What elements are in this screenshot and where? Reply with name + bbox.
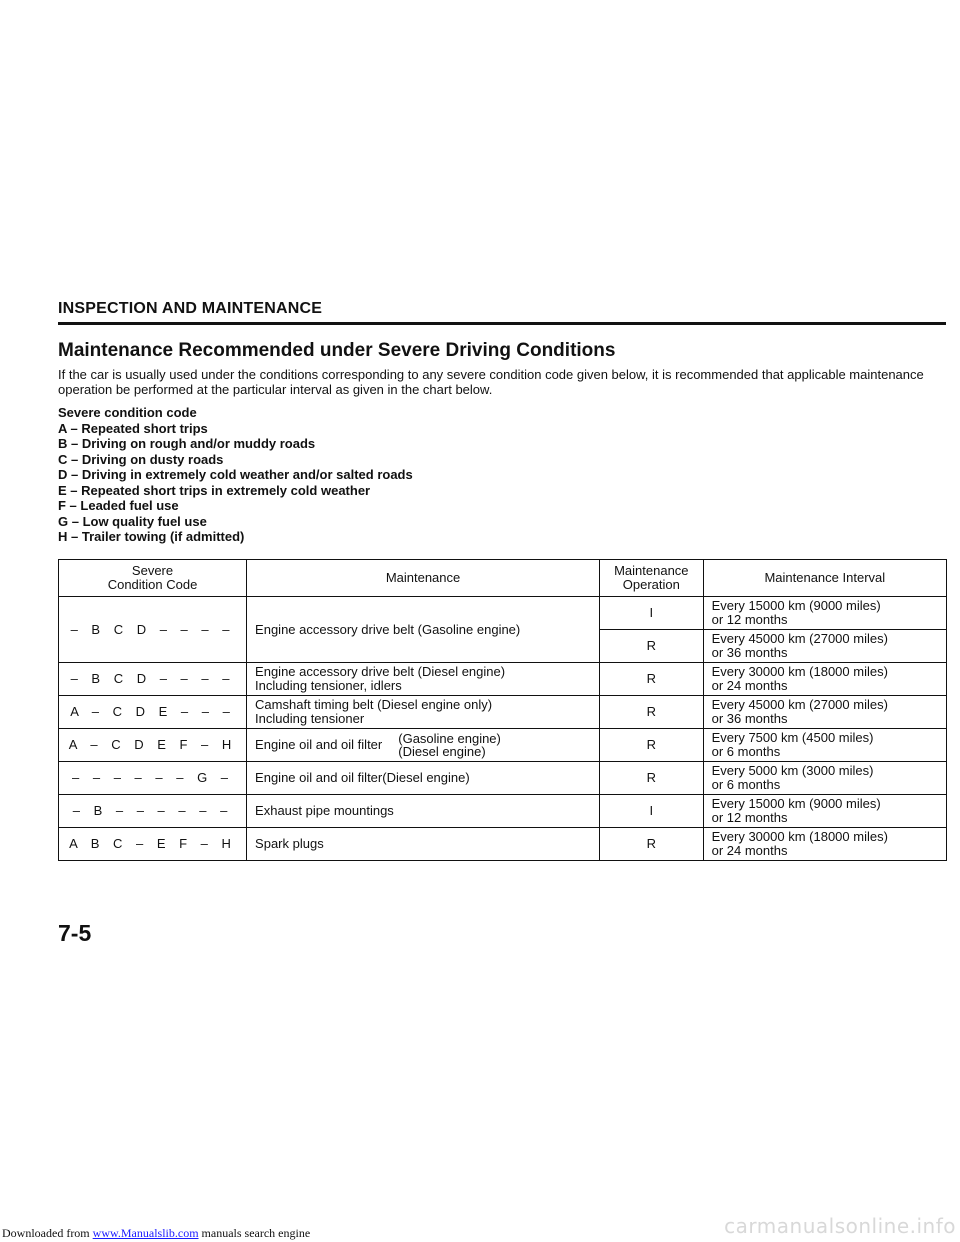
row-condition-code: A – C D E – – –: [59, 696, 247, 729]
row-operation: R: [600, 696, 704, 729]
code-item: B – Driving on rough and/or muddy roads: [58, 436, 316, 451]
table-row: [59, 663, 947, 696]
row-operation: R: [600, 762, 704, 795]
header-condition-code: Severe Condition Code: [59, 560, 247, 597]
row-interval: Every 30000 km (18000 miles) or 24 months: [703, 663, 946, 696]
row-condition-code: – B C D – – – –: [59, 597, 247, 663]
row-maintenance: Engine oil and oil filter(Diesel engine): [247, 762, 600, 795]
code-item: A – Repeated short trips: [58, 420, 208, 436]
manualslib-link[interactable]: www.Manualslib.com: [92, 1226, 199, 1240]
row-maintenance: Engine oil and oil filter (Gasoline engine) (Diesel engine): [247, 729, 600, 762]
intro-paragraph: If the car is usually used under the conditions corresponding to any severe condition code given below, it is recommended that applicable maintenance operation be performed at the particular interval as given in the chart below.: [58, 367, 924, 397]
row-maintenance: Engine accessory drive belt (Gasoline engine): [247, 597, 600, 663]
row-interval: Every 15000 km (9000 miles) or 12 months: [703, 597, 946, 630]
row-maintenance: Exhaust pipe mountings: [247, 795, 600, 828]
code-item: H – Trailer towing (if admitted): [58, 529, 245, 544]
row-condition-code: – B C D – – – –: [59, 663, 247, 696]
page-title: Maintenance Recommended under Severe Driving Conditions: [58, 340, 616, 361]
severe-condition-code-list: [58, 405, 413, 545]
code-item: E – Repeated short trips in extremely cold weather: [58, 482, 371, 498]
row-operation: I: [600, 597, 704, 630]
header-operation: Maintenance Operation: [600, 560, 704, 597]
row-condition-code: A – C D E F – H: [59, 729, 247, 762]
table-row: [59, 597, 947, 630]
table-header-row: [59, 560, 947, 597]
row-interval: Every 7500 km (4500 miles) or 6 months: [703, 729, 946, 762]
watermark: carmanualsonline.info: [724, 1214, 956, 1238]
code-list-heading: Severe condition code: [58, 405, 197, 420]
row-maintenance: Engine accessory drive belt (Diesel engine) Including tensioner, idlers: [247, 663, 600, 696]
code-item: G – Low quality fuel use: [58, 513, 207, 529]
section-header: INSPECTION AND MAINTENANCE: [58, 300, 323, 317]
row-operation: R: [600, 828, 704, 861]
row-maintenance: Camshaft timing belt (Diesel engine only) Including tensioner: [247, 696, 600, 729]
code-item: D – Driving in extremely cold weather and/or salted roads: [58, 467, 413, 482]
download-footer: Downloaded from www.Manualslib.com manuals search engine: [2, 1226, 311, 1240]
code-item: F – Leaded fuel use: [58, 498, 179, 513]
page-number: 7-5: [58, 920, 92, 946]
row-interval: Every 45000 km (27000 miles) or 36 months: [703, 630, 946, 663]
code-item: C – Driving on dusty roads: [58, 451, 224, 467]
row-operation: R: [600, 729, 704, 762]
row-operation: R: [600, 663, 704, 696]
table-row: [59, 795, 947, 828]
row-condition-code: – – – – – – G –: [59, 762, 247, 795]
row-interval: Every 15000 km (9000 miles) or 12 months: [703, 795, 946, 828]
row-interval: Every 45000 km (27000 miles) or 36 months: [703, 696, 946, 729]
row-interval: Every 30000 km (18000 miles) or 24 months: [703, 828, 946, 861]
row-condition-code: A B C – E F – H: [59, 828, 247, 861]
row-interval: Every 5000 km (3000 miles) or 6 months: [703, 762, 946, 795]
row-maintenance: Spark plugs: [247, 828, 600, 861]
table-row: [59, 696, 947, 729]
row-operation: R: [600, 630, 704, 663]
table-row: [59, 828, 947, 861]
table-row: [59, 729, 947, 762]
header-maintenance: Maintenance: [247, 560, 600, 597]
maintenance-table: [58, 559, 947, 861]
table-row: [59, 762, 947, 795]
row-condition-code: – B – – – – – –: [59, 795, 247, 828]
header-interval: Maintenance Interval: [703, 560, 946, 597]
header-rule: [58, 322, 946, 325]
row-operation: I: [600, 795, 704, 828]
